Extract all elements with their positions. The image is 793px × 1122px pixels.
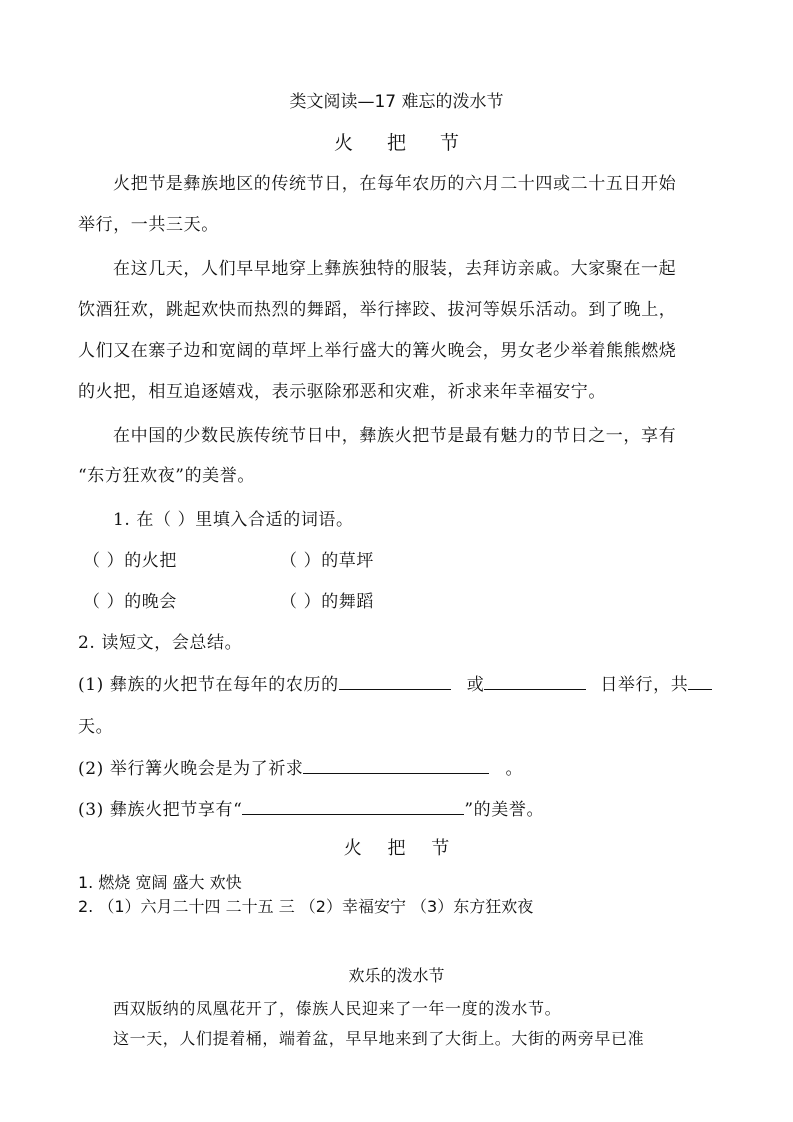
- question-2-2: [78, 754, 523, 779]
- passage-2-line: 西双版纳的凤凰花开了，傣族人民迎来了一年一度的泼水节。: [113, 999, 562, 1018]
- q2-1-prompt: (1) 彝族的火把节在每年的农历的: [78, 675, 339, 695]
- q2-2-end: 。: [505, 759, 524, 779]
- fill-blank-lawn: （ ）的草坪: [280, 551, 375, 571]
- fill-blank-torch: （ ）的火把: [83, 551, 178, 571]
- passage-heading: 火 把 节: [333, 132, 474, 154]
- answer-line[interactable]: [688, 688, 712, 690]
- passage-line: 饮酒狂欢，跳起欢快而热烈的舞蹈，举行摔跤、拔河等娱乐活动。到了晚上，: [78, 300, 677, 320]
- question-2-1: [78, 670, 712, 695]
- worksheet-title: 类文阅读—17 难忘的泼水节: [289, 92, 504, 112]
- passage-2-heading: 欢乐的泼水节: [348, 966, 445, 985]
- passage-line: 火把节是彝族地区的传统节日，在每年农历的六月二十四或二十五日开始: [113, 174, 677, 194]
- passage-line: 在中国的少数民族传统节日中，彝族火把节是最有魅力的节日之一，享有: [113, 426, 677, 446]
- answer-line-2: 2. （1）六月二十四 二十五 三 （2）幸福安宁 （3）东方狂欢夜: [78, 897, 534, 916]
- answer-line[interactable]: [339, 688, 451, 690]
- q2-1-or: 或: [466, 675, 485, 695]
- passage-line: 人们又在寨子边和宽阔的草坪上举行盛大的篝火晚会，男女老少举着熊熊燃烧: [78, 341, 677, 361]
- answer-line[interactable]: [242, 813, 464, 815]
- q2-3-prompt: (3) 彝族火把节享有“: [78, 800, 243, 820]
- passage-line: 在这几天，人们早早地穿上彝族独特的服装，去拜访亲戚。大家聚在一起: [113, 259, 677, 279]
- question-1: 1. 在（ ）里填入合适的词语。: [113, 510, 354, 530]
- answer-heading: 火 把 节: [343, 838, 460, 859]
- fill-blank-dance: （ ）的舞蹈: [280, 592, 375, 612]
- q2-3-end: ”的美誉。: [464, 800, 545, 820]
- passage-2-line: 这一天，人们提着桶，端着盆，早早地来到了大街上。大街的两旁早已准: [113, 1029, 645, 1048]
- question-2-3: [78, 795, 544, 820]
- passage-line: 举行，一共三天。: [78, 215, 219, 235]
- passage-line: “东方狂欢夜”的美誉。: [78, 466, 255, 486]
- answer-line-1: 1. 燃烧 宽阔 盛大 欢快: [78, 873, 242, 892]
- fill-blank-party: （ ）的晚会: [83, 592, 178, 612]
- q2-2-prompt: (2) 举行篝火晚会是为了祈求: [78, 759, 304, 779]
- passage-line: 的火把，相互追逐嬉戏，表示驱除邪恶和灾难，祈求来年幸福安宁。: [78, 382, 606, 402]
- question-2-1-end: 天。: [78, 717, 114, 737]
- answer-line[interactable]: [303, 772, 489, 774]
- q2-1-suffix: 日举行，共: [600, 675, 689, 695]
- answer-line[interactable]: [484, 688, 586, 690]
- question-2: 2. 读短文，会总结。: [78, 633, 243, 653]
